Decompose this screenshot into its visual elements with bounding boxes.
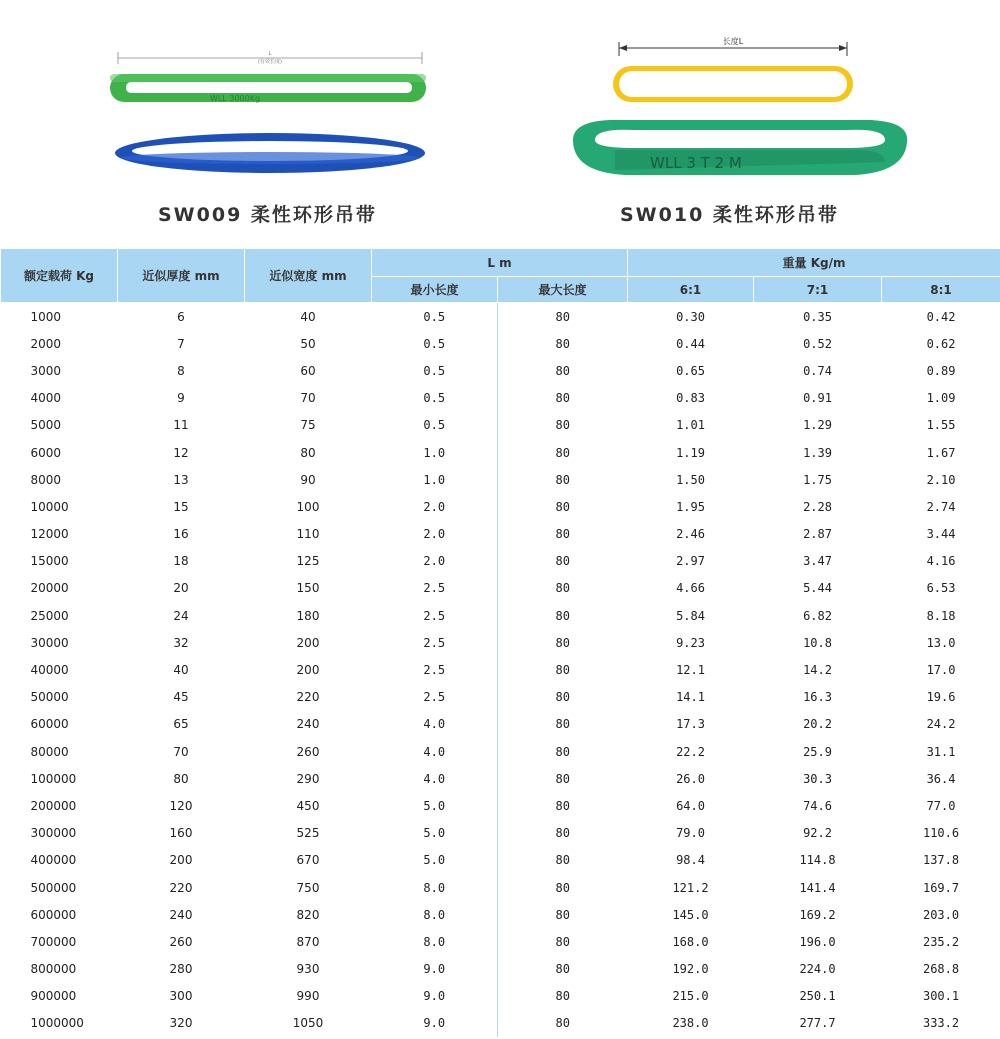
table-row <box>1 684 1000 711</box>
table-row <box>1 439 1000 466</box>
cell-weight-8: 203.0 <box>922 907 960 922</box>
cell-thickness: 15 <box>173 499 189 514</box>
cell-thickness: 160 <box>169 826 193 841</box>
table-row <box>1 357 1000 384</box>
cell-max-length: 80 <box>498 602 628 629</box>
cell-thickness: 40 <box>173 663 189 678</box>
cell-max-length: 80 <box>498 412 628 439</box>
cell-load: 4000 <box>30 391 62 406</box>
sw010-caption: SW010 柔性环形吊带 <box>620 204 839 226</box>
cell-max-length: 80 <box>498 738 628 765</box>
cell-max-length: 80 <box>498 330 628 357</box>
header-max-length: 最大长度 <box>498 277 628 303</box>
cell-width: 60 <box>300 363 316 378</box>
product-sw010 <box>555 0 920 245</box>
cell-weight-8: 36.4 <box>926 771 956 786</box>
table-row <box>1 575 1000 602</box>
cell-load: 20000 <box>30 581 69 596</box>
cell-load: 400000 <box>30 853 77 868</box>
cell-width: 220 <box>296 690 320 705</box>
header-ratio-7: 7:1 <box>754 277 882 303</box>
cell-max-length: 80 <box>498 847 628 874</box>
cell-weight-7: 10.8 <box>803 635 832 650</box>
cell-thickness: 9 <box>177 391 185 406</box>
cell-min-length: 2.0 <box>423 554 446 569</box>
cell-max-length: 80 <box>498 439 628 466</box>
cell-load: 200000 <box>30 798 77 813</box>
cell-width: 75 <box>300 418 316 433</box>
cell-weight-8: 137.8 <box>922 853 960 868</box>
cell-weight-7: 20.2 <box>803 717 832 732</box>
cell-thickness: 220 <box>169 880 193 895</box>
cell-min-length: 8.0 <box>423 880 446 895</box>
table-row <box>1 385 1000 412</box>
cell-load: 8000 <box>30 472 62 487</box>
cell-min-length: 2.5 <box>423 635 446 650</box>
sw009-tag: WLL 3000Kg <box>210 94 261 103</box>
cell-weight-7: 0.91 <box>803 391 832 406</box>
cell-width: 70 <box>300 391 316 406</box>
table-row <box>1 983 1000 1010</box>
cell-load: 12000 <box>30 527 69 542</box>
table-row <box>1 956 1000 983</box>
cell-min-length: 2.0 <box>423 499 446 514</box>
cell-weight-7: 277.7 <box>799 1016 836 1031</box>
header-ratio-6: 6:1 <box>628 277 754 303</box>
cell-min-length: 0.5 <box>423 418 446 433</box>
cell-min-length: 2.5 <box>423 608 446 623</box>
cell-weight-6: 192.0 <box>672 962 709 977</box>
cell-thickness: 7 <box>177 336 185 351</box>
cell-min-length: 1.0 <box>423 445 446 460</box>
cell-thickness: 16 <box>173 527 189 542</box>
cell-weight-8: 24.2 <box>926 717 956 732</box>
cell-weight-7: 0.35 <box>803 309 832 324</box>
cell-weight-8: 4.16 <box>926 554 956 569</box>
cell-weight-8: 0.89 <box>926 363 956 378</box>
cell-weight-8: 1.09 <box>926 391 956 406</box>
cell-thickness: 11 <box>173 418 189 433</box>
cell-max-length: 80 <box>498 874 628 901</box>
table-row <box>1 548 1000 575</box>
cell-load: 10000 <box>30 499 69 514</box>
cell-weight-8: 268.8 <box>922 962 960 977</box>
cell-weight-7: 92.2 <box>803 826 832 841</box>
cell-weight-8: 235.2 <box>922 934 960 949</box>
cell-thickness: 320 <box>169 1016 193 1031</box>
table-row <box>1 330 1000 357</box>
cell-weight-8: 2.74 <box>926 499 956 514</box>
cell-load: 25000 <box>30 608 69 623</box>
cell-width: 125 <box>296 554 320 569</box>
header-thickness: 近似厚度 mm <box>118 249 245 303</box>
table-row <box>1 765 1000 792</box>
cell-weight-6: 5.84 <box>676 608 705 623</box>
cell-load: 40000 <box>30 663 69 678</box>
cell-weight-8: 169.7 <box>922 880 960 895</box>
cell-weight-6: 0.30 <box>676 309 705 324</box>
cell-weight-6: 1.50 <box>676 472 705 487</box>
cell-weight-7: 224.0 <box>799 962 836 977</box>
cell-max-length: 80 <box>498 493 628 520</box>
cell-weight-7: 14.2 <box>803 663 832 678</box>
cell-weight-8: 8.18 <box>926 608 956 623</box>
table-row <box>1 521 1000 548</box>
table-row <box>1 928 1000 955</box>
cell-max-length: 80 <box>498 792 628 819</box>
cell-max-length: 80 <box>498 466 628 493</box>
cell-weight-8: 6.53 <box>926 581 956 596</box>
cell-max-length: 80 <box>498 575 628 602</box>
cell-weight-6: 1.95 <box>676 499 705 514</box>
cell-weight-6: 215.0 <box>672 989 709 1004</box>
cell-weight-6: 145.0 <box>672 907 709 922</box>
cell-thickness: 24 <box>173 608 189 623</box>
cell-load: 6000 <box>30 445 62 460</box>
table-row <box>1 493 1000 520</box>
cell-width: 240 <box>296 717 320 732</box>
cell-thickness: 8 <box>177 363 185 378</box>
cell-max-length: 80 <box>498 521 628 548</box>
cell-weight-7: 3.47 <box>803 554 832 569</box>
cell-max-length: 80 <box>498 303 628 331</box>
cell-thickness: 65 <box>173 717 189 732</box>
cell-load: 2000 <box>30 336 62 351</box>
cell-weight-6: 2.46 <box>676 527 705 542</box>
cell-max-length: 80 <box>498 548 628 575</box>
cell-width: 100 <box>296 499 320 514</box>
cell-weight-8: 77.0 <box>926 798 956 813</box>
cell-weight-6: 26.0 <box>676 771 705 786</box>
cell-width: 670 <box>296 853 320 868</box>
cell-thickness: 13 <box>173 472 189 487</box>
cell-weight-7: 74.6 <box>803 798 832 813</box>
cell-max-length: 80 <box>498 983 628 1010</box>
cell-weight-6: 9.23 <box>676 635 705 650</box>
cell-load: 600000 <box>30 907 77 922</box>
cell-min-length: 8.0 <box>423 934 446 949</box>
cell-load: 60000 <box>30 717 69 732</box>
cell-min-length: 1.0 <box>423 472 446 487</box>
sw010-tag: WLL 3 T 2 M <box>650 154 742 172</box>
cell-min-length: 0.5 <box>423 363 446 378</box>
cell-thickness: 70 <box>173 744 189 759</box>
cell-weight-6: 17.3 <box>676 717 705 732</box>
cell-weight-8: 300.1 <box>922 989 960 1004</box>
table-row <box>1 874 1000 901</box>
table-row <box>1 1010 1000 1037</box>
table-row <box>1 738 1000 765</box>
cell-load: 900000 <box>30 989 77 1004</box>
cell-weight-7: 141.4 <box>799 880 836 895</box>
cell-weight-7: 169.2 <box>799 907 836 922</box>
cell-weight-6: 0.44 <box>676 336 705 351</box>
cell-weight-8: 19.6 <box>926 690 956 705</box>
cell-weight-7: 2.28 <box>803 499 832 514</box>
cell-thickness: 120 <box>169 798 193 813</box>
cell-load: 500000 <box>30 880 77 895</box>
header-weight-group: 重量 Kg/m <box>628 249 1000 277</box>
cell-width: 200 <box>296 635 320 650</box>
cell-width: 290 <box>296 771 320 786</box>
cell-weight-7: 30.3 <box>803 771 832 786</box>
cell-width: 450 <box>296 798 320 813</box>
cell-load: 100000 <box>30 771 77 786</box>
cell-max-length: 80 <box>498 629 628 656</box>
cell-weight-7: 114.8 <box>799 853 836 868</box>
cell-weight-6: 98.4 <box>676 853 705 868</box>
header-length-group: L m <box>372 249 628 277</box>
cell-min-length: 2.5 <box>423 663 446 678</box>
sw009-sling-image <box>100 0 440 200</box>
cell-weight-7: 1.39 <box>803 445 832 460</box>
cell-thickness: 80 <box>173 771 189 786</box>
header-min-length: 最小长度 <box>372 277 498 303</box>
cell-weight-7: 2.87 <box>803 527 832 542</box>
cell-load: 700000 <box>30 934 77 949</box>
cell-width: 110 <box>296 527 320 542</box>
cell-weight-8: 0.62 <box>926 336 956 351</box>
cell-weight-7: 196.0 <box>799 934 836 949</box>
sw010-sling-image <box>555 0 920 200</box>
table-row <box>1 711 1000 738</box>
cell-weight-8: 1.67 <box>926 445 956 460</box>
cell-load: 15000 <box>30 554 69 569</box>
cell-max-length: 80 <box>498 901 628 928</box>
cell-weight-8: 110.6 <box>922 826 960 841</box>
header-load: 额定载荷 Kg <box>1 249 118 303</box>
cell-load: 50000 <box>30 690 69 705</box>
cell-weight-7: 0.74 <box>803 363 832 378</box>
cell-min-length: 0.5 <box>423 336 446 351</box>
cell-min-length: 9.0 <box>423 962 446 977</box>
cell-weight-6: 168.0 <box>672 934 709 949</box>
cell-min-length: 2.5 <box>423 690 446 705</box>
cell-min-length: 4.0 <box>423 717 446 732</box>
cell-max-length: 80 <box>498 820 628 847</box>
cell-max-length: 80 <box>498 1010 628 1037</box>
cell-min-length: 0.5 <box>423 391 446 406</box>
cell-weight-6: 64.0 <box>676 798 705 813</box>
cell-width: 200 <box>296 663 320 678</box>
table-row <box>1 629 1000 656</box>
cell-min-length: 9.0 <box>423 1016 446 1031</box>
table-row <box>1 820 1000 847</box>
cell-width: 990 <box>296 989 320 1004</box>
cell-weight-7: 16.3 <box>803 690 832 705</box>
product-sw009 <box>100 0 440 245</box>
cell-load: 30000 <box>30 635 69 650</box>
cell-weight-6: 14.1 <box>676 690 705 705</box>
cell-width: 525 <box>296 826 320 841</box>
cell-thickness: 6 <box>177 309 185 324</box>
cell-load: 3000 <box>30 363 62 378</box>
cell-weight-7: 1.75 <box>803 472 832 487</box>
table-row <box>1 792 1000 819</box>
table-row <box>1 412 1000 439</box>
cell-thickness: 280 <box>169 962 193 977</box>
cell-weight-8: 17.0 <box>926 663 956 678</box>
cell-width: 40 <box>300 309 316 324</box>
cell-max-length: 80 <box>498 684 628 711</box>
header-width: 近似宽度 mm <box>245 249 372 303</box>
table-row <box>1 901 1000 928</box>
cell-width: 870 <box>296 934 320 949</box>
cell-width: 1050 <box>292 1016 324 1031</box>
cell-min-length: 4.0 <box>423 744 446 759</box>
cell-load: 800000 <box>30 962 77 977</box>
cell-thickness: 32 <box>173 635 189 650</box>
cell-weight-6: 0.65 <box>676 363 705 378</box>
cell-width: 260 <box>296 744 320 759</box>
header-ratio-8: 8:1 <box>882 277 1000 303</box>
cell-weight-7: 25.9 <box>803 744 832 759</box>
cell-load: 80000 <box>30 744 69 759</box>
cell-load: 5000 <box>30 418 62 433</box>
cell-weight-7: 5.44 <box>803 581 832 596</box>
cell-width: 80 <box>300 445 316 460</box>
spec-table-body <box>1 303 1000 1038</box>
cell-weight-7: 250.1 <box>799 989 836 1004</box>
cell-width: 180 <box>296 608 320 623</box>
cell-load: 300000 <box>30 826 77 841</box>
cell-weight-8: 1.55 <box>926 418 956 433</box>
cell-weight-6: 121.2 <box>672 880 709 895</box>
cell-min-length: 9.0 <box>423 989 446 1004</box>
cell-thickness: 240 <box>169 907 193 922</box>
table-row <box>1 602 1000 629</box>
cell-min-length: 2.0 <box>423 527 446 542</box>
cell-weight-6: 0.83 <box>676 391 705 406</box>
cell-weight-6: 79.0 <box>676 826 705 841</box>
cell-thickness: 20 <box>173 581 189 596</box>
cell-width: 150 <box>296 581 320 596</box>
cell-weight-6: 1.01 <box>676 418 705 433</box>
cell-weight-8: 2.10 <box>926 472 956 487</box>
cell-min-length: 2.5 <box>423 581 446 596</box>
cell-weight-8: 3.44 <box>926 527 956 542</box>
sw010-dim-label: 长度L <box>722 37 744 46</box>
cell-thickness: 18 <box>173 554 189 569</box>
table-row <box>1 847 1000 874</box>
cell-min-length: 5.0 <box>423 798 446 813</box>
cell-weight-8: 0.42 <box>926 309 956 324</box>
cell-weight-7: 1.29 <box>803 418 832 433</box>
sw009-dim-label: L <box>268 51 272 57</box>
cell-weight-8: 13.0 <box>926 635 956 650</box>
cell-width: 50 <box>300 336 316 351</box>
cell-weight-8: 333.2 <box>922 1016 960 1031</box>
cell-max-length: 80 <box>498 357 628 384</box>
table-row <box>1 466 1000 493</box>
cell-thickness: 300 <box>169 989 193 1004</box>
cell-max-length: 80 <box>498 765 628 792</box>
cell-load: 1000000 <box>30 1016 84 1031</box>
cell-weight-6: 4.66 <box>676 581 705 596</box>
cell-weight-7: 0.52 <box>803 336 832 351</box>
cell-thickness: 12 <box>173 445 189 460</box>
cell-min-length: 4.0 <box>423 771 446 786</box>
cell-min-length: 5.0 <box>423 826 446 841</box>
cell-weight-7: 6.82 <box>803 608 832 623</box>
cell-max-length: 80 <box>498 928 628 955</box>
cell-weight-6: 22.2 <box>676 744 705 759</box>
cell-load: 1000 <box>30 309 62 324</box>
cell-thickness: 45 <box>173 690 189 705</box>
table-row <box>1 303 1000 331</box>
cell-max-length: 80 <box>498 956 628 983</box>
cell-thickness: 200 <box>169 853 193 868</box>
table-row <box>1 656 1000 683</box>
cell-thickness: 260 <box>169 934 193 949</box>
sw009-caption: SW009 柔性环形吊带 <box>158 204 377 226</box>
cell-width: 90 <box>300 472 316 487</box>
cell-width: 820 <box>296 907 320 922</box>
cell-min-length: 0.5 <box>423 309 446 324</box>
cell-weight-8: 31.1 <box>926 744 956 759</box>
cell-min-length: 5.0 <box>423 853 446 868</box>
cell-weight-6: 12.1 <box>676 663 705 678</box>
cell-width: 750 <box>296 880 320 895</box>
cell-weight-6: 238.0 <box>672 1016 709 1031</box>
cell-min-length: 8.0 <box>423 907 446 922</box>
cell-max-length: 80 <box>498 711 628 738</box>
cell-weight-6: 2.97 <box>676 554 705 569</box>
cell-max-length: 80 <box>498 656 628 683</box>
cell-weight-6: 1.19 <box>676 445 705 460</box>
cell-max-length: 80 <box>498 385 628 412</box>
cell-width: 930 <box>296 962 320 977</box>
sw009-dim-sub: (有效长度) <box>258 59 282 65</box>
spec-table <box>0 248 1000 1037</box>
